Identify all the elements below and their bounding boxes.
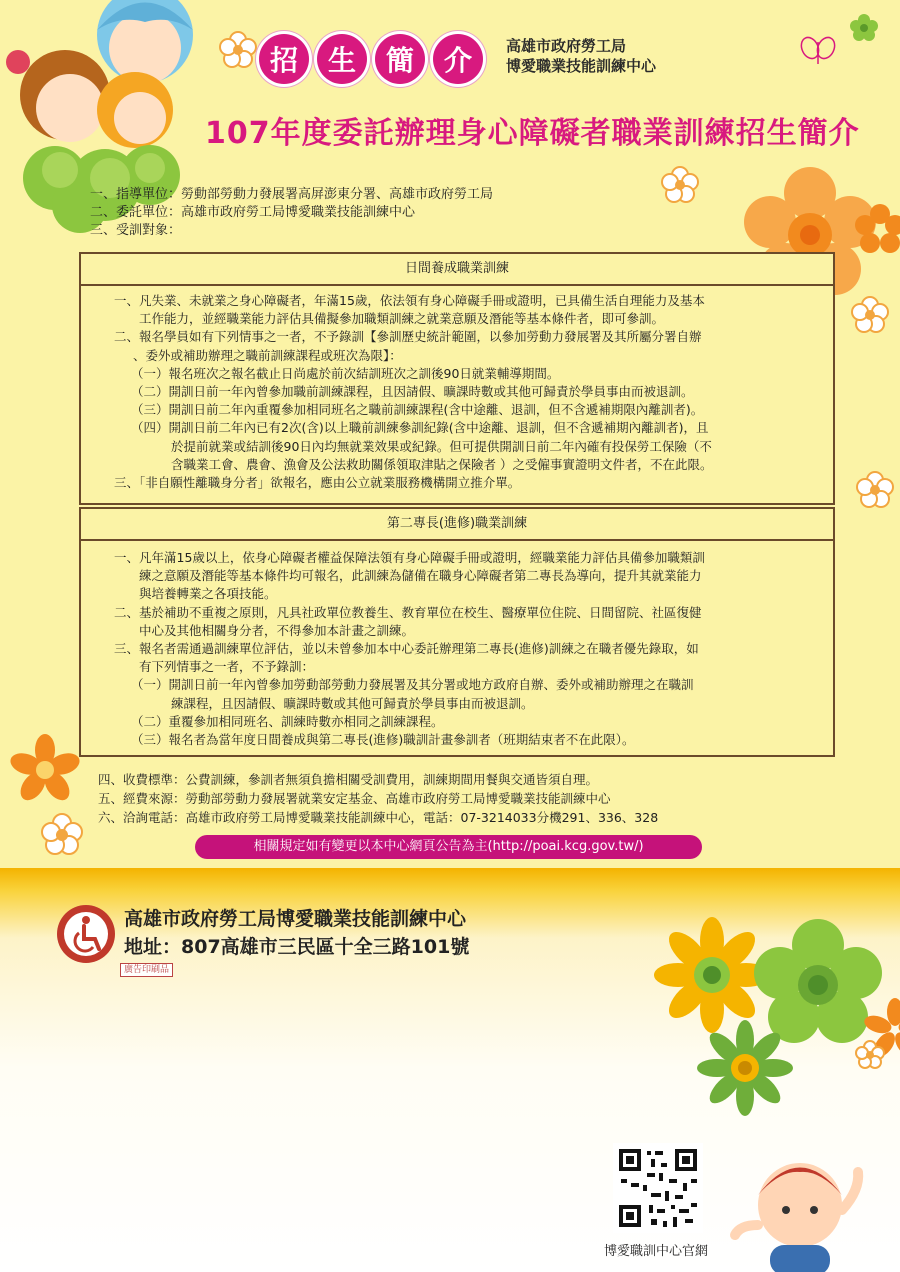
s2-line: 三、報名者需通過訓練單位評估，並以未曾參加本中心委託辦理第二專長(進修)訓練之在職者優先錄取，如 <box>114 641 699 657</box>
s1-line: 含職業工會、農會、漁會及公法救助關係領取津貼之保險者 ）之受僱事實證明文件者，不在此限。 <box>171 456 713 472</box>
page-title: 107年度委託辦理身心障礙者職業訓練招生簡介 <box>205 116 860 151</box>
s1-line: 工作能力，並經職業能力評估具備擬參加職類訓練之就業意願及潛能等基本條件者，即可參訓。 <box>139 311 665 327</box>
flower-outline-top2 <box>220 32 256 67</box>
title-circle-3: 簡 <box>375 34 425 84</box>
big-green-flower <box>754 919 882 1043</box>
s1-line: 二、報名學員如有下列情事之一者，不予錄訓【參訓歷史統計範圍，以參加勞動力發展署及其所屬分署自辦 <box>114 329 702 345</box>
s2-line: 一、凡年滿15歲以上，依身心障礙者權益保障法領有身心障礙手冊或證明，經職業能力評估具備參加職類訓 <box>114 550 705 565</box>
s2-line: （二）重覆參加相同班名、訓練時數亦相同之訓練課程。 <box>131 713 444 729</box>
s1-line: 一、凡失業、未就業之身心障礙者，年滿15歲，依法領有身心障礙手冊或證明，已具備生活自理能力及基本 <box>114 293 705 308</box>
s1-line: （三）開訓日前二年內重覆參加相同班名之職前訓練課程(含中途離、退訓，但不含遞補期限內離訓者)。 <box>131 402 704 418</box>
website-notice: 相關規定如有變更以本中心網頁公告為主(http://poai.kcg.gov.tw/) <box>195 835 702 859</box>
s2-line: （一）開訓日前一年內曾參加勞動部勞動力發展署及其分署或地方政府自辦、委外或補助辦理之在職訓 <box>131 677 694 693</box>
section-second-skill-heading: 第二專長(進修)職業訓練 <box>81 509 833 541</box>
flower-outline-top <box>662 167 698 202</box>
footer-address: 地址：807高雄市三民區十全三路101號 <box>124 936 470 958</box>
butterfly <box>798 35 838 64</box>
funding-source: 五、經費來源：勞動部勞動力發展署就業安定基金、高雄市政府勞工局博愛職業技能訓練中心 <box>98 791 611 806</box>
title-circle-1: 招 <box>259 34 309 84</box>
s2-line: （三）報名者為當年度日間養成與第二專長(進修)職訓計畫參訓者（班期結束者不在此限）。 <box>131 732 635 748</box>
s1-line: （四）開訓日前二年內已有2次(含)以上職前訓練參訓紀錄(含中途離、退訓，但不含遞補期內離訓者)，且 <box>131 420 709 436</box>
s2-line: 中心及其他相關身分者，不得參加本計畫之訓練。 <box>139 622 415 638</box>
s2-line: 練課程，且因請假、曠課時數或其他可歸責於學員事由而被退訓。 <box>171 695 534 711</box>
fee-standard: 四、收費標準：公費訓練，參訓者無須負擔相關受訓費用，訓練期間用餐與交通皆須自理。 <box>98 772 599 787</box>
child-illustration-bottom <box>735 1163 858 1272</box>
contact-phone: 六、洽詢電話：高雄市政府勞工局博愛職業技能訓練中心，電話：07-3214033分機291、336、328 <box>98 810 659 825</box>
s2-line: 與培養轉業之各項技能。 <box>139 586 277 602</box>
s2-line: 二、基於補助不重複之原則，凡具社政單位教養生、教育單位在校生、醫療單位住院、日間留院、社區復健 <box>114 604 702 620</box>
flower-outline-left <box>42 814 82 854</box>
s1-line: （二）開訓日前一年內曾參加職前訓練課程，且因請假、曠課時數或其他可歸責於學員事由而被退訓。 <box>131 384 694 400</box>
header-org-line-1: 高雄市政府勞工局 <box>506 37 627 55</box>
flower-left <box>8 734 83 805</box>
footer-org-name: 高雄市政府勞工局博愛職業技能訓練中心 <box>124 908 467 930</box>
s1-line: 於提前就業或結訓後90日內均無就業效果或紀錄。但可提供開訓日前二年內確有投保勞工保險（不 <box>171 438 712 454</box>
title-circle-2: 生 <box>317 34 367 84</box>
intro-line-1: 一、指導單位：勞動部勞動力發展署高屏澎東分署、高雄市政府勞工局 <box>90 187 494 202</box>
s1-line: 、委外或補助辦理之職前訓練課程或班次為限】： <box>133 347 402 363</box>
green-flower-small2 <box>850 14 878 41</box>
header-org <box>506 36 656 76</box>
s2-line: 有下列情事之一者，不予錄訓： <box>139 659 315 675</box>
child-illustration-girl <box>97 0 193 84</box>
qr-code-icon[interactable] <box>613 1143 703 1233</box>
big-yellow-flower <box>654 917 770 1033</box>
s1-line: （一）報名班次之報名截止日尚處於前次結訓班次之訓後90日就業輔導期間。 <box>131 365 560 381</box>
title-circle-4: 介 <box>433 34 483 84</box>
org-logo <box>55 903 117 965</box>
qr-caption: 博愛職訓中心官網 <box>604 1244 709 1259</box>
intro-line-3: 三、受訓對象： <box>90 223 182 238</box>
section-day-training-heading: 日間養成職業訓練 <box>81 254 833 286</box>
section-second-skill <box>79 507 835 757</box>
header-org-line-2: 博愛職業技能訓練中心 <box>506 57 657 75</box>
intro-line-2: 二、委託單位：高雄市政府勞工局博愛職業技能訓練中心 <box>90 205 416 220</box>
green-daisy <box>697 1020 793 1116</box>
s1-line: 三、「非自願性離職身分者」欲報名，應由公立就業服務機構開立推介單。 <box>114 475 521 491</box>
s2-line: 練之意願及潛能等基本條件均可報名，此訓練為儲備在職身心障礙者第二專長為導向，提升其就業能力 <box>139 568 702 584</box>
section-day-training <box>79 252 835 505</box>
ad-print-tag: 廣告印刷品 <box>120 963 173 977</box>
